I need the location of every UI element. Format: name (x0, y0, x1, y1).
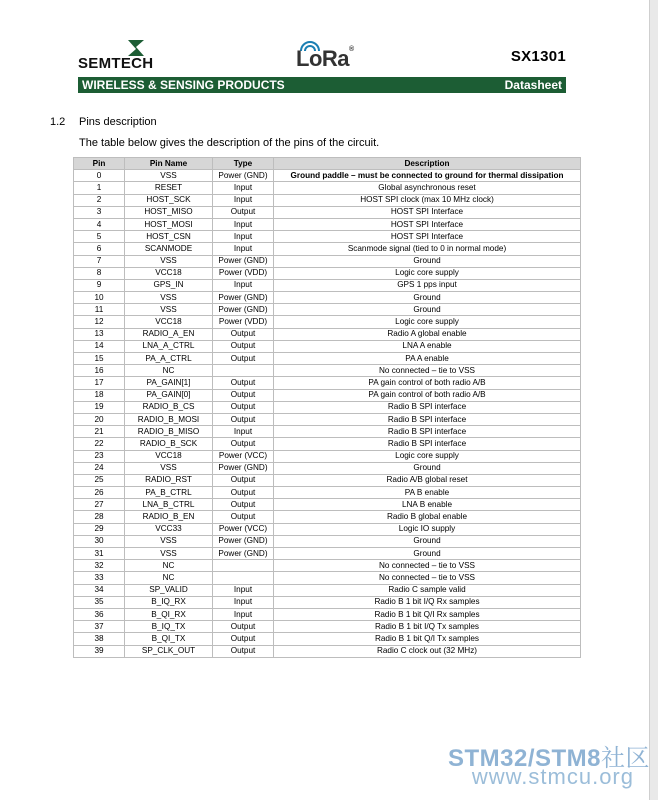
cell-pin: 34 (74, 584, 125, 596)
cell-pin-name: VCC33 (125, 523, 213, 535)
cell-pin-name: VSS (125, 292, 213, 304)
cell-pin: 12 (74, 316, 125, 328)
cell-pin: 17 (74, 377, 125, 389)
cell-pin-name: VCC18 (125, 267, 213, 279)
cell-description: Radio B SPI interface (274, 426, 581, 438)
cell-description: No connected – tie to VSS (274, 572, 581, 584)
lora-reg-mark: ® (349, 46, 354, 53)
cell-pin-name: NC (125, 365, 213, 377)
cell-pin-name: LNA_A_CTRL (125, 340, 213, 352)
table-row (74, 377, 581, 389)
document-id: SX1301 (510, 48, 566, 65)
cell-description: PA gain control of both radio A/B (274, 389, 581, 401)
table-row (74, 535, 581, 547)
table-row (74, 462, 581, 474)
cell-pin-name: VCC18 (125, 316, 213, 328)
cell-description: HOST SPI Interface (274, 206, 581, 218)
cell-description: Ground (274, 462, 581, 474)
cell-pin: 36 (74, 608, 125, 620)
table-row (74, 499, 581, 511)
cell-pin: 19 (74, 401, 125, 413)
cell-pin: 8 (74, 267, 125, 279)
cell-description: PA B enable (274, 487, 581, 499)
cell-type (213, 560, 274, 572)
cell-pin: 14 (74, 340, 125, 352)
table-row (74, 316, 581, 328)
cell-pin-name: GPS_IN (125, 279, 213, 291)
cell-description: GPS 1 pps input (274, 279, 581, 291)
table-row (74, 292, 581, 304)
table-row (74, 170, 581, 182)
table-row (74, 584, 581, 596)
cell-type: Output (213, 633, 274, 645)
cell-type: Output (213, 511, 274, 523)
cell-pin-name: SCANMODE (125, 243, 213, 255)
page-edge-shadow (649, 0, 658, 800)
cell-type: Power (GND) (213, 535, 274, 547)
table-row (74, 474, 581, 486)
cell-pin-name: B_IQ_RX (125, 596, 213, 608)
cell-type: Output (213, 340, 274, 352)
cell-pin-name: HOST_SCK (125, 194, 213, 206)
cell-type: Output (213, 438, 274, 450)
cell-pin: 35 (74, 596, 125, 608)
section-number: 1.2 (50, 116, 66, 128)
cell-pin-name: HOST_CSN (125, 231, 213, 243)
cell-type: Power (GND) (213, 292, 274, 304)
cell-type: Power (GND) (213, 170, 274, 182)
cell-pin: 3 (74, 206, 125, 218)
cell-pin-name: VSS (125, 462, 213, 474)
table-row (74, 487, 581, 499)
cell-pin-name: VSS (125, 255, 213, 267)
watermark-url: www.stmcu.org (471, 764, 634, 789)
cell-description: Radio B SPI interface (274, 438, 581, 450)
cell-type: Power (VDD) (213, 267, 274, 279)
table-row (74, 523, 581, 535)
cell-pin: 26 (74, 487, 125, 499)
cell-description: Radio B SPI interface (274, 413, 581, 425)
cell-type: Power (VCC) (213, 450, 274, 462)
cell-description: LNA B enable (274, 499, 581, 511)
cell-type: Power (GND) (213, 548, 274, 560)
cell-pin: 28 (74, 511, 125, 523)
cell-type: Output (213, 401, 274, 413)
cell-pin-name: HOST_MOSI (125, 218, 213, 230)
cell-description: Logic IO supply (274, 523, 581, 535)
cell-pin: 4 (74, 218, 125, 230)
cell-pin-name: RADIO_B_MOSI (125, 413, 213, 425)
table-row (74, 560, 581, 572)
cell-pin: 13 (74, 328, 125, 340)
lora-logo-text: LoRa® (296, 46, 354, 71)
cell-pin: 31 (74, 548, 125, 560)
cell-description: Ground (274, 548, 581, 560)
cell-description: Logic core supply (274, 316, 581, 328)
cell-pin: 0 (74, 170, 125, 182)
cell-type: Output (213, 499, 274, 511)
table-row (74, 426, 581, 438)
semtech-logo-text: SEMTECH (78, 55, 154, 72)
cell-pin: 39 (74, 645, 125, 657)
table-row (74, 511, 581, 523)
cell-pin: 5 (74, 231, 125, 243)
cell-pin-name: PA_B_CTRL (125, 487, 213, 499)
cell-description: HOST SPI Interface (274, 218, 581, 230)
cell-pin: 2 (74, 194, 125, 206)
cell-description: Logic core supply (274, 267, 581, 279)
table-row (74, 304, 581, 316)
cell-description: Scanmode signal (tied to 0 in normal mode) (274, 243, 581, 255)
cell-pin: 23 (74, 450, 125, 462)
table-row (74, 255, 581, 267)
cell-pin: 22 (74, 438, 125, 450)
cell-pin: 33 (74, 572, 125, 584)
cell-description: No connected – tie to VSS (274, 365, 581, 377)
cell-description: Ground paddle – must be connected to ground for thermal dissipation (274, 170, 581, 182)
cell-pin-name: RADIO_B_CS (125, 401, 213, 413)
cell-pin: 15 (74, 353, 125, 365)
table-header-row (74, 158, 581, 170)
cell-pin: 20 (74, 413, 125, 425)
cell-type (213, 572, 274, 584)
cell-type: Output (213, 377, 274, 389)
cell-type: Input (213, 279, 274, 291)
section-title: Pins description (79, 116, 157, 128)
cell-description: HOST SPI clock (max 10 MHz clock) (274, 194, 581, 206)
cell-description: Global asynchronous reset (274, 182, 581, 194)
cell-pin: 25 (74, 474, 125, 486)
cell-description: No connected – tie to VSS (274, 560, 581, 572)
table-row (74, 438, 581, 450)
cell-pin-name: B_QI_RX (125, 608, 213, 620)
table-row (74, 340, 581, 352)
cell-pin-name: NC (125, 572, 213, 584)
header-description: Description (274, 158, 581, 170)
cell-description: Radio A/B global reset (274, 474, 581, 486)
table-row (74, 548, 581, 560)
cell-pin: 10 (74, 292, 125, 304)
cell-type (213, 365, 274, 377)
cell-type: Power (GND) (213, 462, 274, 474)
table-row (74, 621, 581, 633)
cell-pin: 18 (74, 389, 125, 401)
cell-pin-name: PA_GAIN[1] (125, 377, 213, 389)
cell-type: Input (213, 231, 274, 243)
cell-description: Radio B 1 bit Q/I Tx samples (274, 633, 581, 645)
cell-type: Input (213, 596, 274, 608)
cell-description: LNA A enable (274, 340, 581, 352)
cell-pin: 38 (74, 633, 125, 645)
cell-pin-name: LNA_B_CTRL (125, 499, 213, 511)
table-row (74, 182, 581, 194)
header-type: Type (213, 158, 274, 170)
cell-pin-name: VSS (125, 548, 213, 560)
table-row (74, 633, 581, 645)
cell-type: Input (213, 243, 274, 255)
cell-pin-name: B_QI_TX (125, 633, 213, 645)
watermark-line1: STM32/STM8社区 (447, 745, 650, 772)
cell-pin-name: RADIO_A_EN (125, 328, 213, 340)
header-banner (78, 77, 566, 93)
cell-pin: 1 (74, 182, 125, 194)
cell-description: Radio C clock out (32 MHz) (274, 645, 581, 657)
semtech-logo (78, 38, 198, 72)
pins-table (73, 157, 581, 658)
table-row (74, 450, 581, 462)
cell-pin-name: NC (125, 560, 213, 572)
cell-pin-name: RADIO_B_MISO (125, 426, 213, 438)
watermark (420, 738, 656, 794)
cell-pin-name: B_IQ_TX (125, 621, 213, 633)
table-row (74, 596, 581, 608)
cell-pin: 6 (74, 243, 125, 255)
cell-description: Ground (274, 255, 581, 267)
cell-type: Input (213, 426, 274, 438)
cell-type: Input (213, 584, 274, 596)
cell-description: PA gain control of both radio A/B (274, 377, 581, 389)
table-row (74, 243, 581, 255)
table-row (74, 218, 581, 230)
cell-type: Output (213, 353, 274, 365)
cell-pin-name: RESET (125, 182, 213, 194)
cell-pin-name: SP_VALID (125, 584, 213, 596)
cell-description: Ground (274, 535, 581, 547)
banner-left-text: WIRELESS & SENSING PRODUCTS (82, 78, 285, 92)
cell-pin-name: VSS (125, 535, 213, 547)
cell-description: Radio B 1 bit I/Q Tx samples (274, 621, 581, 633)
table-row (74, 572, 581, 584)
lora-logo (292, 40, 362, 72)
table-body (74, 170, 581, 658)
cell-type: Input (213, 218, 274, 230)
cell-type: Output (213, 413, 274, 425)
cell-pin: 11 (74, 304, 125, 316)
cell-description: Logic core supply (274, 450, 581, 462)
cell-pin-name: VSS (125, 304, 213, 316)
cell-pin-name: PA_GAIN[0] (125, 389, 213, 401)
cell-type: Output (213, 621, 274, 633)
cell-description: Radio B SPI interface (274, 401, 581, 413)
cell-description: Radio C sample valid (274, 584, 581, 596)
cell-pin: 16 (74, 365, 125, 377)
section-intro: The table below gives the description of the pins of the circuit. (79, 137, 380, 149)
cell-type: Power (VCC) (213, 523, 274, 535)
table-row (74, 279, 581, 291)
cell-pin-name: RADIO_B_EN (125, 511, 213, 523)
table-row (74, 206, 581, 218)
header-pin-name: Pin Name (125, 158, 213, 170)
cell-type: Power (VDD) (213, 316, 274, 328)
cell-type: Output (213, 487, 274, 499)
cell-description: Radio B 1 bit Q/I Rx samples (274, 608, 581, 620)
cell-description: Ground (274, 292, 581, 304)
table-row (74, 645, 581, 657)
cell-pin-name: VCC18 (125, 450, 213, 462)
cell-pin: 9 (74, 279, 125, 291)
cell-type: Power (GND) (213, 255, 274, 267)
cell-type: Output (213, 389, 274, 401)
table-row (74, 401, 581, 413)
cell-pin-name: HOST_MISO (125, 206, 213, 218)
cell-type: Power (GND) (213, 304, 274, 316)
table-row (74, 353, 581, 365)
cell-description: Radio B global enable (274, 511, 581, 523)
cell-pin: 32 (74, 560, 125, 572)
cell-pin: 29 (74, 523, 125, 535)
table-row (74, 194, 581, 206)
table-row (74, 365, 581, 377)
section-heading (50, 116, 157, 128)
banner-right-text: Datasheet (504, 78, 562, 92)
cell-type: Input (213, 608, 274, 620)
cell-pin-name: SP_CLK_OUT (125, 645, 213, 657)
cell-description: HOST SPI Interface (274, 231, 581, 243)
cell-type: Output (213, 645, 274, 657)
cell-pin: 7 (74, 255, 125, 267)
cell-description: Radio B 1 bit I/Q Rx samples (274, 596, 581, 608)
cell-type: Output (213, 474, 274, 486)
cell-pin-name: VSS (125, 170, 213, 182)
cell-pin: 27 (74, 499, 125, 511)
cell-description: PA A enable (274, 353, 581, 365)
cell-pin: 37 (74, 621, 125, 633)
cell-pin: 24 (74, 462, 125, 474)
cell-type: Output (213, 206, 274, 218)
cell-pin: 30 (74, 535, 125, 547)
table-row (74, 267, 581, 279)
table-row (74, 231, 581, 243)
table-row (74, 389, 581, 401)
cell-pin: 21 (74, 426, 125, 438)
table-row (74, 328, 581, 340)
cell-type: Output (213, 328, 274, 340)
cell-pin-name: PA_A_CTRL (125, 353, 213, 365)
header-pin: Pin (74, 158, 125, 170)
cell-description: Radio A global enable (274, 328, 581, 340)
cell-pin-name: RADIO_RST (125, 474, 213, 486)
table-row (74, 413, 581, 425)
table-row (74, 608, 581, 620)
cell-type: Input (213, 194, 274, 206)
cell-type: Input (213, 182, 274, 194)
cell-pin-name: RADIO_B_SCK (125, 438, 213, 450)
cell-description: Ground (274, 304, 581, 316)
